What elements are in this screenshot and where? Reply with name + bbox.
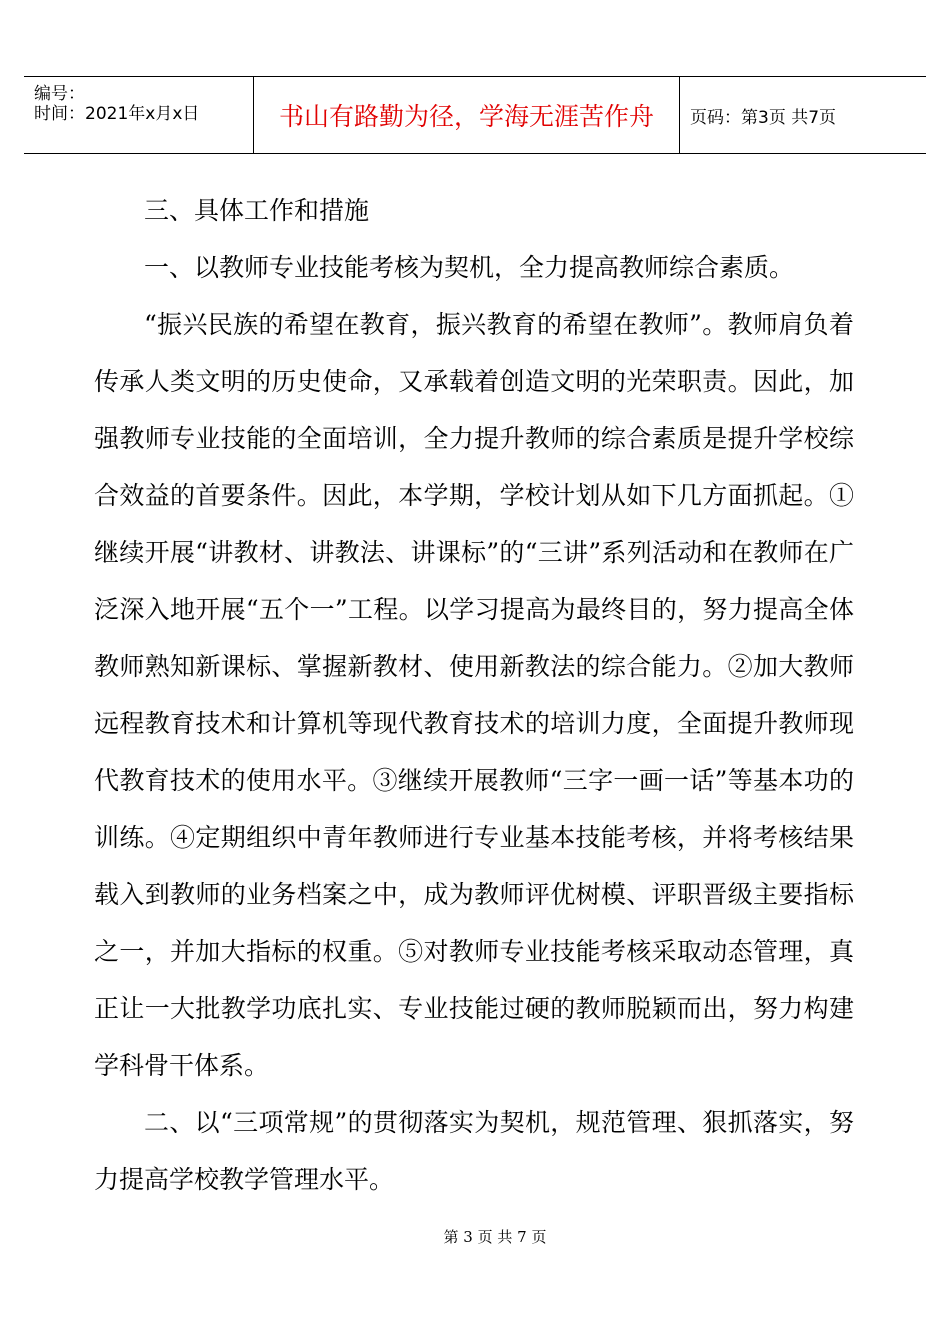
document-number-label: 编号： <box>34 84 85 104</box>
section-heading: 三、具体工作和措施 <box>144 196 370 225</box>
document-date-label: 时间：2021年x月x日 <box>34 104 200 124</box>
header-page-info: 页码：第3页 共7页 <box>690 107 837 128</box>
document-body <box>94 182 854 1208</box>
subsection-heading-1: 一、以教师专业技能考核为契机，全力提高教师综合素质。 <box>144 253 795 282</box>
page-footer: 第 3 页 共 7 页 <box>443 1228 547 1246</box>
subsection-heading-2: 二、以“三项常规”的贯彻落实为契机，规范管理、狠抓落实，努力提高学校教学管理水平。 <box>94 1108 854 1194</box>
body-paragraph: “振兴民族的希望在教育，振兴教育的希望在教师”。教师肩负着传承人类文明的历史使命，又承载着创造文明的光荣职责。因此，加强教师专业技能的全面培训，全力提升教师的综合素质是提升学校综合效益的首要条件。因此，本学期，学校计划从如下几方面抓起。①继续开展“讲教材、讲教法、讲课标”的“三讲”系列活动和在教师在广泛深入地开展“五个一”工程。以学习提高为最终目的，努力提高全体教师熟知新课标、掌握新教材、使用新教法的综合能力。②加大教师远程教育技术和计算机等现代教育技术的培训力度，全面提升教师现代教育技术的使用水平。③继续开展教师“三字一画一话”等基本功的训练。④定期组织中青年教师进行专业基本技能考核，并将考核结果载入到教师的业务档案之中，成为教师评优树模、评职晋级主要指标之一，并加大指标的权重。⑤对教师专业技能考核采取动态管理，真正让一大批教学功底扎实、专业技能过硬的教师脱颖而出，努力构建学科骨干体系。 <box>94 310 854 1080</box>
header-motto: 书山有路勤为径，学海无涯苦作舟 <box>254 77 680 153</box>
header-meta-cell <box>24 77 254 153</box>
page-header <box>24 76 926 154</box>
